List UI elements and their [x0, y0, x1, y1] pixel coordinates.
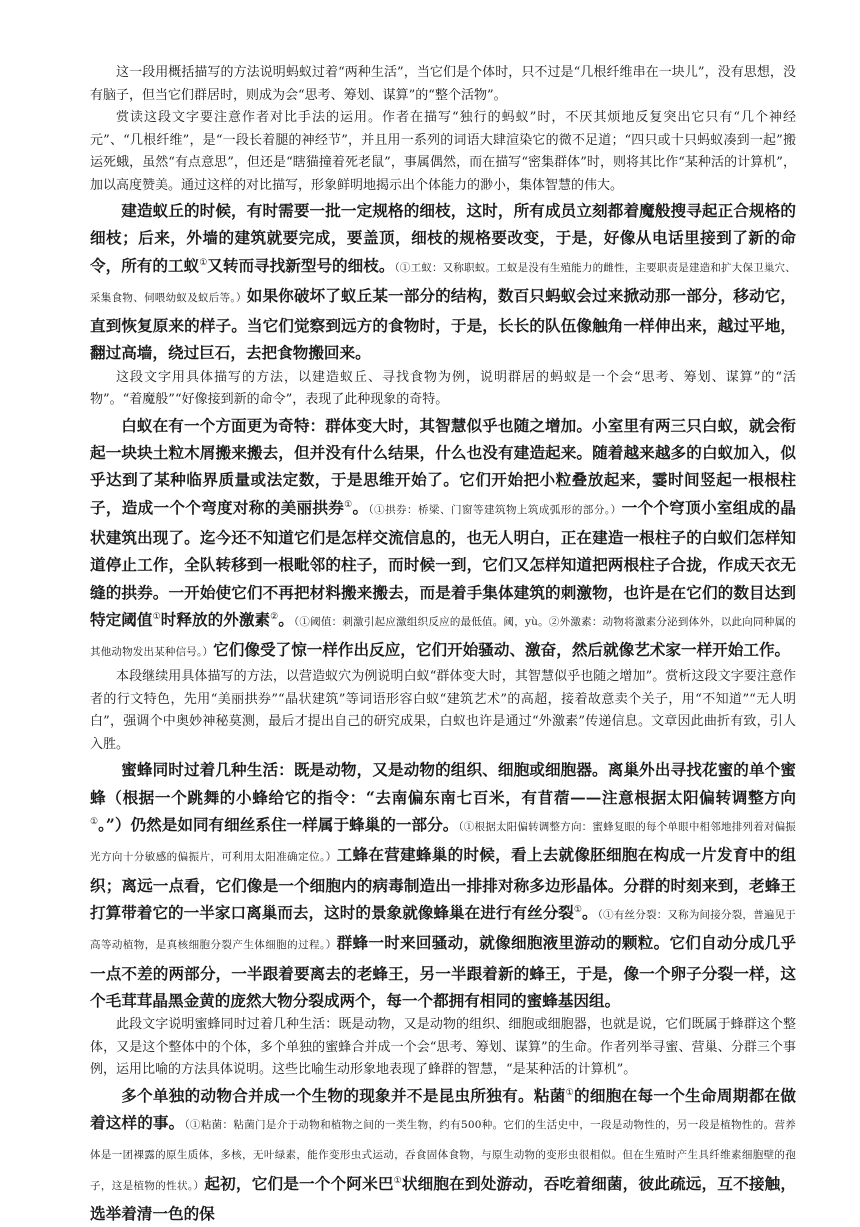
- text-run: 的细胞在每一个生命周期都在做着这样的事。: [90, 1085, 796, 1132]
- inline-annotation: （①拱券：桥梁、门窗等建筑物上筑成弧形的部分。）: [368, 503, 622, 516]
- text-run: 白蚁在有一个方面更为奇特：群体变大时，其智慧似乎也随之增加。小室里有两三只白蚁，就会衔起一块块土粒木屑搬来搬去，但并没有什么结果，什么也没有建造起来。随着越来越多的白蚁加入，似乎达到了某种临界质量或法定数，于是思维开始了。它们开始把小粒叠放起来，霎时间竖起一根根柱子，造成一个个弯度对称的美丽拱券: [90, 415, 796, 517]
- text-run: 这一段用概括描写的方法说明蚂蚁过着“两种生活”，当它们是个体时，只不过是“几根纤维串在一块儿”，没有思想，没有脑子，但当它们群居时，则成为会“思考、筹划、谋算”的“整个活物”。: [90, 65, 796, 103]
- document-page: [90, 62, 796, 1227]
- text-run: 起初，它们是一个个阿米巴: [204, 1173, 394, 1193]
- text-run: 工蜂在营建蜂巢的时候，看上去就像胚细胞在构成一片发育中的组织；离远一点看，它们像是一个细胞内的病毒制造出一排排对称多边形晶体。分群的时刻来到，老蜂王打算带着它的一半家口离巢而去，这时的景象就像蜂巢在进行有丝分裂: [90, 845, 796, 922]
- commentary-paragraph: [90, 1014, 796, 1082]
- text-run: 此段文字说明蜜蜂同时过着几种生活：既是动物，又是动物的组织、细胞或细胞器，也就是说，它们既属于蜂群这个整体，又是这个整体中的个体，多个单独的蜜蜂合并成一个会“思考、筹划、谋算”的生命。作者列举寻蜜、营巢、分群三个事例，运用比喻的方法具体说明。这些比喻生动形象地表现了蜂群的智慧，“是某种活的计算机”。: [90, 1017, 796, 1078]
- text-run: 建造蚁丘的时候，有时需要一批一定规格的细枝，这时，所有成员立刻都着魔般搜寻起正合规格的细枝；后来，外墙的建筑就要完成，要盖顶，细枝的规格要改变，于是，好像从电话里接到了新的命令，所有的工蚁: [90, 201, 796, 275]
- text-run: 如果你破坏了蚁丘某一部分的结构，数百只蚂蚁会过来掀动那一部分，移动它，直到恢复原来的样子。当它们觉察到远方的食物时，于是，长长的队伍像触角一样伸出来，越过平地，翻过高墙，绕过巨石，去把食物搬回来。: [90, 285, 796, 363]
- text-run: 。: [352, 497, 369, 517]
- text-run: 又转而寻找新型号的细枝。: [207, 255, 395, 275]
- footnote-marker: ①: [90, 816, 99, 827]
- commentary-paragraph: [90, 62, 796, 107]
- footnote-marker: ①: [344, 499, 353, 510]
- text-run: 一个个穹顶小室组成的晶状建筑出现了。迄今还不知道它们是怎样交流信息的，也无人明白，正在建造一根柱子的白蚁们怎样知道停止工作，全队转移到一根毗邻的柱子，而时候一到，它们又怎样知道把两根柱子合拢，作成天衣无缝的拱券。一开始使它们不再把材料搬来搬去，而是着手集体建筑的刺激物，也许是在它们的数目达到特定阈值: [90, 497, 796, 629]
- text-run: 。: [278, 609, 294, 629]
- inline-annotation: （①有丝分裂：又称为间接分裂，普遍见于高等动植物，是真核细胞分裂产生体细胞的过程。）: [90, 908, 796, 952]
- inline-annotation: （①粘菌：粘菌门是介于动物和植物之间的一类生物，约有500种。它们的生活史中，一段是动物性的，另一段是植物性的。营养体是一团裸露的原生质体，多核，无叶绿素，能作变形虫式运动，吞食固体食物，与原生动物的变形虫很相似。但在生殖时产生具纤维素细胞壁的孢子，这是植物的性状。）: [90, 1118, 796, 1192]
- footnote-marker: ①: [152, 611, 161, 622]
- footnote-marker: ①: [393, 1175, 402, 1186]
- text-run: 多个单独的动物合并成一个生物的现象并不是昆虫所独有。粘菌: [121, 1085, 566, 1105]
- commentary-paragraph: [90, 367, 796, 412]
- original-text-paragraph: [90, 756, 796, 1014]
- text-run: 赏读这段文字要注意作者对比手法的运用。作者在描写“独行的蚂蚁”时，不厌其烦地反复突出它只有“几个神经元”、“几根纤维”，是“一段长着腿的神经节”，并且用一系列的词语大肆渲染它的微不足道；“四只或十只蚂蚁凑到一起”搬运死蛾，虽然“有点意思”，但还是“瞎猫撞着死老鼠”，事属偶然，而在描写“密集群体”时，则将其比作“某种活的计算机”，加以高度赞美。通过这样的对比描写，形象鲜明地揭示出个体能力的渺小，集体智慧的伟大。: [90, 110, 796, 193]
- text-run: 。: [582, 902, 598, 922]
- text-run: 本段继续用具体描写的方法，以营造蚁穴为例说明白蚁“群体变大时，其智慧似乎也随之增加”。赏析这段文字要注意作者的行文特色，先用“美丽拱券”“晶状建筑”等词语形容白蚁“建筑艺术”的高超，接着故意卖个关子，用“不知道”“无人明白”，强调个中奥妙神秘莫测，最后才提出自己的研究成果，白蚁也许是通过“外激素”传递信息。文章因此曲折有致，引人入胜。: [90, 669, 796, 752]
- original-text-paragraph: [90, 1082, 796, 1227]
- text-run: 蜜蜂同时过着几种生活：既是动物，又是动物的组织、细胞或细胞器。离巢外出寻找花蜜的单个蜜蜂（根据一个跳舞的小蜂给它的指令：“去南偏东南七百米，有苜蓿——注意根据太阳偏转调整方向: [90, 760, 796, 807]
- footnote-marker: ①: [199, 257, 208, 268]
- footnote-marker: ②: [270, 611, 279, 622]
- text-run: 。”）仍然是如同有细丝系住一样属于蜂巢的一部分。: [98, 815, 459, 835]
- footnote-marker: ①: [565, 1087, 575, 1098]
- inline-annotation: （①阈值：刺激引起应激组织反应的最低值。阈，yù。②外激素：动物将激素分泌到体外，以此向同种属的其他动物发出某种信号。）: [90, 615, 796, 659]
- original-text-paragraph: [90, 197, 796, 367]
- text-run: 群蜂一时来回骚动，就像细胞液里游动的颗粒。它们自动分成几乎一点不差的两部分，一半跟着要离去的老蜂王，另一半跟着新的蜂王，于是，像一个卵子分裂一样，这个毛茸茸晶黑金黄的庞然大物分裂成两个，每一个都拥有相同的蜜蜂基因组。: [90, 933, 796, 1010]
- inline-annotation: （①根据太阳偏转调整方向：蜜蜂复眼的每个单眼中相邻地排列着对偏振光方向十分敏感的偏振片，可利用太阳准确定位。）: [90, 821, 796, 864]
- text-run: 时释放的外激素: [160, 609, 271, 629]
- footnote-marker: ①: [573, 904, 583, 915]
- commentary-paragraph: [90, 666, 796, 756]
- text-run: 它们像受了惊一样作出反应，它们开始骚动、激奋，然后就像艺术家一样开始工作。: [213, 640, 791, 660]
- original-text-paragraph: [90, 412, 796, 667]
- inline-annotation: （①工蚁：又称职蚁。工蚁是没有生殖能力的雌性，主要职责是建造和扩大保卫巢穴、采集食物、伺喂幼蚁及蚁后等。）: [90, 261, 796, 304]
- commentary-paragraph: [90, 107, 796, 197]
- text-run: 这段文字用具体描写的方法，以建造蚁丘、寻找食物为例，说明群居的蚂蚁是一个会“思考、筹划、谋算”的“活物”。“着魔般”“好像接到新的命令”，表现了此种现象的奇特。: [90, 369, 796, 408]
- text-run: 状细胞在到处游动，吞吃着细菌，彼此疏远，互不接触，选举着清一色的保: [90, 1173, 796, 1223]
